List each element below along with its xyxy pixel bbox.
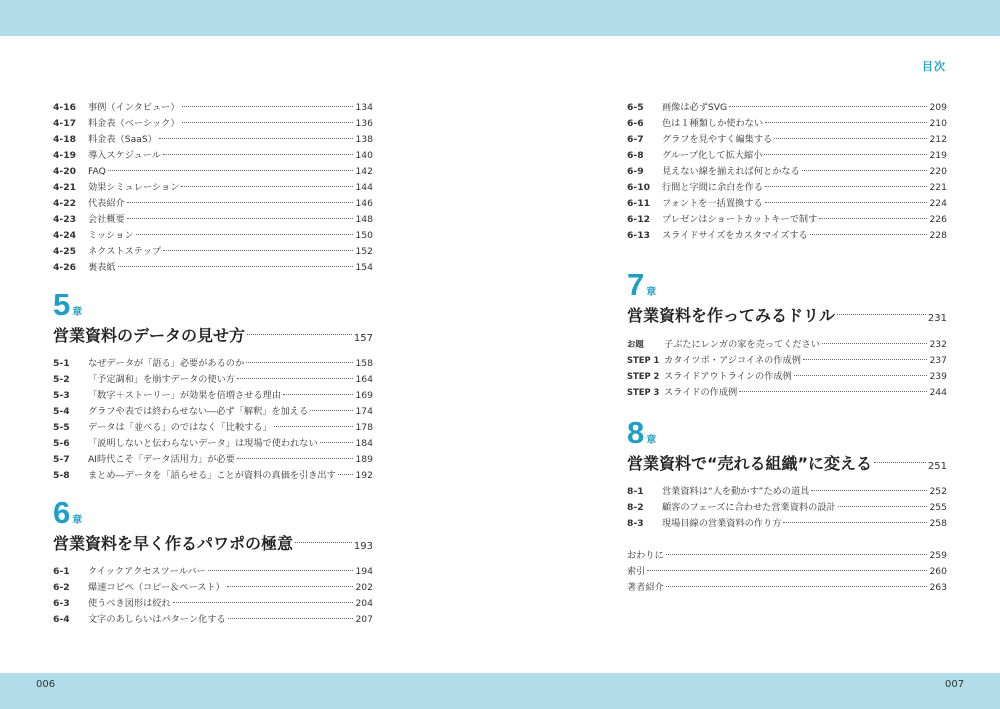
toc-entry[interactable] bbox=[53, 132, 373, 148]
entry-number: 6-5 bbox=[627, 102, 644, 113]
chapter-title: 営業資料のデータの見せ方 bbox=[53, 326, 246, 345]
entry-page: 207 bbox=[355, 614, 373, 625]
toc-entry[interactable] bbox=[53, 612, 373, 628]
chapter-number-value: 6 bbox=[53, 495, 71, 530]
toc-entry[interactable] bbox=[627, 548, 947, 564]
entry-title: 料金表（SaaS） bbox=[88, 134, 157, 145]
entry-page: 202 bbox=[355, 582, 373, 593]
chapter-suffix: 章 bbox=[72, 307, 83, 318]
entry-page: 255 bbox=[929, 502, 947, 513]
chapter-number bbox=[627, 266, 947, 302]
chapter-page: 231 bbox=[927, 313, 947, 324]
entry-page: 252 bbox=[929, 486, 947, 497]
entry-number: 5-3 bbox=[53, 390, 70, 401]
entry-number: 8-1 bbox=[627, 486, 644, 497]
toc-entry[interactable] bbox=[53, 148, 373, 164]
leader-dots bbox=[295, 542, 352, 543]
entry-number: 4-26 bbox=[53, 262, 76, 273]
toc-entry[interactable] bbox=[627, 384, 947, 400]
toc-entry[interactable] bbox=[53, 468, 373, 484]
leader-dots bbox=[811, 490, 927, 491]
right-column bbox=[627, 100, 947, 596]
toc-entry[interactable] bbox=[53, 196, 373, 212]
leader-dots bbox=[803, 359, 928, 360]
chapter-6 bbox=[53, 494, 373, 628]
entry-page: 138 bbox=[355, 134, 373, 145]
entry-title: ネクストステップ bbox=[88, 246, 162, 257]
leader-dots bbox=[774, 138, 927, 139]
leader-dots bbox=[163, 154, 354, 155]
entry-page: 237 bbox=[929, 355, 947, 366]
chapter-number bbox=[53, 286, 373, 322]
chapter-number-value: 8 bbox=[627, 415, 645, 450]
entry-title: スライドアウトラインの作成例 bbox=[664, 371, 792, 382]
leader-dots bbox=[338, 474, 354, 475]
page-number-left: 006 bbox=[36, 679, 56, 690]
entry-page: 169 bbox=[355, 390, 373, 401]
toc-entry[interactable] bbox=[53, 580, 373, 596]
entry-number: 4-17 bbox=[53, 118, 76, 129]
entry-number: 4-23 bbox=[53, 214, 76, 225]
entry-title: 画像は必ずSVG bbox=[662, 102, 728, 113]
leader-dots bbox=[729, 106, 927, 107]
leader-dots bbox=[127, 218, 354, 219]
leader-dots bbox=[320, 442, 354, 443]
entry-title: 導入スケジュール bbox=[88, 150, 161, 161]
leader-dots bbox=[246, 362, 353, 363]
leader-dots bbox=[237, 458, 354, 459]
entry-number: STEP 3 bbox=[627, 387, 660, 397]
entry-title: 「数字＋ストーリー」が効果を倍増させる理由 bbox=[88, 390, 281, 401]
entry-page: 212 bbox=[929, 134, 947, 145]
entry-title: グラフを見やすく編集する bbox=[662, 134, 773, 145]
entry-number: 6-12 bbox=[627, 214, 650, 225]
entry-title: ミッション bbox=[88, 230, 134, 241]
toc-entry[interactable] bbox=[53, 212, 373, 228]
entry-title: 文字のあしらいはパターン化する bbox=[88, 614, 226, 625]
entry-number: 5-6 bbox=[53, 438, 70, 449]
entry-title: データは「並べる」のではなく「比較する」 bbox=[88, 422, 272, 433]
left-column bbox=[53, 100, 373, 628]
entry-number: 5-1 bbox=[53, 358, 70, 369]
toc-entry[interactable] bbox=[53, 164, 373, 180]
entry-page: 244 bbox=[929, 387, 947, 398]
toc-entry[interactable] bbox=[53, 228, 373, 244]
toc-entry[interactable] bbox=[53, 388, 373, 404]
chapter-title-row[interactable] bbox=[53, 322, 373, 350]
toc-entry[interactable] bbox=[627, 148, 947, 164]
toc-entry[interactable] bbox=[53, 564, 373, 580]
entry-title: 代表紹介 bbox=[88, 198, 125, 209]
toc-entry[interactable] bbox=[627, 368, 947, 384]
entry-page: 142 bbox=[355, 166, 373, 177]
entry-number: 6-11 bbox=[627, 198, 650, 209]
entry-number: STEP 1 bbox=[627, 355, 660, 365]
entry-page: 210 bbox=[929, 118, 947, 129]
entry-title: カタイツボ・アジコイネの作成例 bbox=[664, 355, 801, 366]
entry-page: 192 bbox=[355, 470, 373, 481]
entry-title: 見えない線を揃えれば何とかなる bbox=[662, 166, 800, 177]
entry-title: 「説明しないと伝わらないデータ」は現場で使われない bbox=[88, 438, 318, 449]
toc-backmatter bbox=[627, 548, 947, 596]
toc-list-6 bbox=[53, 564, 373, 628]
toc-list-4 bbox=[53, 100, 373, 276]
toc-list-7 bbox=[627, 336, 947, 400]
leader-dots bbox=[794, 375, 928, 376]
leader-dots bbox=[666, 586, 928, 587]
entry-page: 221 bbox=[929, 182, 947, 193]
toc-entry[interactable] bbox=[627, 196, 947, 212]
chapter-suffix: 章 bbox=[646, 287, 657, 298]
leader-dots bbox=[208, 570, 354, 571]
leader-dots bbox=[837, 314, 926, 315]
toc-entry[interactable] bbox=[53, 596, 373, 612]
entry-number: STEP 2 bbox=[627, 371, 660, 381]
toc-entry[interactable] bbox=[627, 100, 947, 116]
leader-dots bbox=[182, 122, 354, 123]
leader-dots bbox=[274, 426, 354, 427]
toc-entry[interactable] bbox=[627, 500, 947, 516]
entry-title: 索引 bbox=[627, 566, 646, 577]
entry-number: 8-2 bbox=[627, 502, 644, 513]
leader-dots bbox=[159, 138, 354, 139]
leader-dots bbox=[838, 506, 928, 507]
entry-title: 顧客のフェーズに合わせた営業資料の設計 bbox=[662, 502, 836, 513]
entry-page: 152 bbox=[355, 246, 373, 257]
chapter-number bbox=[53, 494, 373, 530]
entry-title: なぜデータが「語る」必要があるのか bbox=[88, 358, 245, 369]
toc-entry[interactable] bbox=[53, 420, 373, 436]
entry-page: 194 bbox=[355, 566, 373, 577]
entry-number: 6-7 bbox=[627, 134, 644, 145]
toc-entry[interactable] bbox=[53, 260, 373, 276]
leader-dots bbox=[181, 186, 353, 187]
chapter-suffix: 章 bbox=[646, 435, 657, 446]
top-band bbox=[0, 0, 1000, 36]
leader-dots bbox=[163, 250, 353, 251]
toc-entry[interactable] bbox=[627, 180, 947, 196]
entry-page: 220 bbox=[929, 166, 947, 177]
entry-number: 5-8 bbox=[53, 470, 70, 481]
leader-dots bbox=[136, 234, 354, 235]
running-title: 目次 bbox=[922, 60, 946, 73]
leader-dots bbox=[227, 586, 354, 587]
chapter-page: 193 bbox=[353, 541, 373, 552]
toc-entry[interactable] bbox=[53, 244, 373, 260]
entry-title: 効果シミュレーション bbox=[88, 182, 180, 193]
toc-entry[interactable] bbox=[53, 116, 373, 132]
entry-title: プレゼンはショートカットキーで制す bbox=[662, 214, 818, 225]
entry-page: 134 bbox=[355, 102, 373, 113]
toc-entry[interactable] bbox=[53, 100, 373, 116]
toc-entry[interactable] bbox=[53, 404, 373, 420]
toc-list-8 bbox=[627, 484, 947, 532]
entry-number: 6-8 bbox=[627, 150, 644, 161]
leader-dots bbox=[118, 266, 354, 267]
entry-page: 146 bbox=[355, 198, 373, 209]
entry-title: 現場目線の営業資料の作り方 bbox=[662, 518, 782, 529]
entry-title: 「予定調和」を崩すデータの使い方 bbox=[88, 374, 235, 385]
entry-number: 6-3 bbox=[53, 598, 70, 609]
toc-entry[interactable] bbox=[627, 132, 947, 148]
toc-entry[interactable] bbox=[627, 484, 947, 500]
leader-dots bbox=[237, 378, 353, 379]
leader-dots bbox=[173, 602, 354, 603]
entry-title: 行間と字間に余白を作る bbox=[662, 182, 764, 193]
chapter-number-value: 7 bbox=[627, 267, 645, 302]
entry-number: 5-7 bbox=[53, 454, 70, 465]
toc-entry[interactable] bbox=[627, 516, 947, 532]
leader-dots bbox=[783, 522, 927, 523]
chapter-title: 営業資料を作ってみるドリル bbox=[627, 306, 836, 325]
entry-title: 営業資料は“人を動かす”ための道具 bbox=[662, 486, 810, 497]
entry-page: 260 bbox=[929, 566, 947, 577]
entry-number: 5-5 bbox=[53, 422, 70, 433]
leader-dots bbox=[228, 618, 354, 619]
entry-page: 239 bbox=[929, 371, 947, 382]
leader-dots bbox=[182, 106, 354, 107]
entry-page: 140 bbox=[355, 150, 373, 161]
leader-dots bbox=[247, 334, 352, 335]
entry-number: 6-1 bbox=[53, 566, 70, 577]
entry-number: 6-9 bbox=[627, 166, 644, 177]
entry-page: 164 bbox=[355, 374, 373, 385]
entry-page: 144 bbox=[355, 182, 373, 193]
entry-page: 174 bbox=[355, 406, 373, 417]
chapter-title-row[interactable] bbox=[627, 302, 947, 330]
toc-entry[interactable] bbox=[627, 116, 947, 132]
entry-number: 6-10 bbox=[627, 182, 650, 193]
chapter-number bbox=[627, 414, 947, 450]
entry-number: 5-4 bbox=[53, 406, 70, 417]
toc-entry[interactable] bbox=[627, 212, 947, 228]
chapter-page: 251 bbox=[927, 461, 947, 472]
entry-number: 4-24 bbox=[53, 230, 76, 241]
chapter-title-row[interactable] bbox=[627, 450, 947, 478]
entry-page: 209 bbox=[929, 102, 947, 113]
leader-dots bbox=[108, 170, 354, 171]
toc-entry[interactable] bbox=[53, 356, 373, 372]
leader-dots bbox=[874, 462, 926, 463]
entry-title: AI時代こそ「データ活用力」が必要 bbox=[88, 454, 235, 465]
entry-page: 258 bbox=[929, 518, 947, 529]
chapter-5 bbox=[53, 286, 373, 484]
entry-number: 4-20 bbox=[53, 166, 76, 177]
entry-number: 6-2 bbox=[53, 582, 70, 593]
entry-page: 158 bbox=[355, 358, 373, 369]
entry-page: 150 bbox=[355, 230, 373, 241]
entry-title: スライドの作成例 bbox=[664, 387, 738, 398]
entry-title: フォントを一括置換する bbox=[662, 198, 763, 209]
entry-number: 4-21 bbox=[53, 182, 76, 193]
toc-entry[interactable] bbox=[53, 436, 373, 452]
entry-number: 6-4 bbox=[53, 614, 70, 625]
toc-entry[interactable] bbox=[53, 452, 373, 468]
entry-title: グラフや表では終わらせない―必ず「解釈」を加える bbox=[88, 406, 309, 417]
entry-title: スライドサイズをカスタマイズする bbox=[662, 230, 808, 241]
entry-number: 4-19 bbox=[53, 150, 76, 161]
toc-list-5 bbox=[53, 356, 373, 484]
toc-entry[interactable] bbox=[627, 580, 947, 596]
entry-page: 224 bbox=[929, 198, 947, 209]
entry-page: 263 bbox=[929, 582, 947, 593]
entry-title: おわりに bbox=[627, 550, 664, 561]
leader-dots bbox=[739, 391, 927, 392]
entry-title: 事例（インタビュー） bbox=[88, 102, 180, 113]
entry-number: 5-2 bbox=[53, 374, 70, 385]
leader-dots bbox=[283, 394, 354, 395]
entry-number: 6-6 bbox=[627, 118, 644, 129]
chapter-title-row[interactable] bbox=[53, 530, 373, 558]
toc-entry[interactable] bbox=[627, 564, 947, 580]
leader-dots bbox=[810, 234, 928, 235]
bottom-band bbox=[0, 673, 1000, 709]
entry-page: 184 bbox=[355, 438, 373, 449]
entry-number: 6-13 bbox=[627, 230, 650, 241]
page-number-right: 007 bbox=[945, 679, 965, 690]
entry-page: 189 bbox=[355, 454, 373, 465]
entry-title: クイックアクセスツールバー bbox=[88, 566, 206, 577]
chapter-number-value: 5 bbox=[53, 287, 71, 322]
entry-number: 4-25 bbox=[53, 246, 76, 257]
leader-dots bbox=[647, 570, 927, 571]
entry-page: 178 bbox=[355, 422, 373, 433]
leader-dots bbox=[802, 170, 928, 171]
entry-number: お題 bbox=[627, 339, 644, 349]
chapter-title: 営業資料を早く作るパワポの極意 bbox=[53, 534, 294, 553]
leader-dots bbox=[765, 202, 928, 203]
entry-title: 爆速コピペ（コピー＆ペースト） bbox=[88, 582, 225, 593]
entry-title: グループ化して拡大縮小 bbox=[662, 150, 763, 161]
toc-entry[interactable] bbox=[627, 352, 947, 368]
toc-entry[interactable] bbox=[53, 180, 373, 196]
leader-dots bbox=[310, 410, 353, 411]
chapter-8 bbox=[627, 414, 947, 532]
entry-title: 会社概要 bbox=[88, 214, 125, 225]
toc-entry[interactable] bbox=[627, 164, 947, 180]
leader-dots bbox=[765, 122, 927, 123]
leader-dots bbox=[765, 186, 927, 187]
entry-number: 4-22 bbox=[53, 198, 76, 209]
leader-dots bbox=[764, 154, 927, 155]
entry-page: 228 bbox=[929, 230, 947, 241]
entry-title: 子ぶたにレンガの家を売ってください bbox=[664, 339, 820, 350]
entry-title: 裏表紙 bbox=[88, 262, 116, 273]
toc-list-6-cont bbox=[627, 100, 947, 244]
entry-number: 8-3 bbox=[627, 518, 644, 529]
chapter-page: 157 bbox=[353, 333, 373, 344]
entry-title: FAQ bbox=[88, 166, 106, 177]
leader-dots bbox=[666, 554, 928, 555]
entry-page: 226 bbox=[929, 214, 947, 225]
entry-title: 料金表（ベーシック） bbox=[88, 118, 180, 129]
leader-dots bbox=[819, 218, 927, 219]
entry-page: 148 bbox=[355, 214, 373, 225]
leader-dots bbox=[822, 343, 927, 344]
entry-page: 259 bbox=[929, 550, 947, 561]
leader-dots bbox=[127, 202, 354, 203]
entry-page: 204 bbox=[355, 598, 373, 609]
entry-page: 136 bbox=[355, 118, 373, 129]
entry-title: まとめ―データを「語らせる」ことが資料の真価を引き出す bbox=[88, 470, 336, 481]
toc-entry[interactable] bbox=[627, 228, 947, 244]
entry-title: 色は１種類しか使わない bbox=[662, 118, 764, 129]
entry-number: 4-18 bbox=[53, 134, 76, 145]
entry-title: 著者紹介 bbox=[627, 582, 664, 593]
entry-page: 232 bbox=[929, 339, 947, 350]
chapter-7 bbox=[627, 266, 947, 400]
entry-title: 使うべき図形は絞れ bbox=[88, 598, 171, 609]
entry-page: 154 bbox=[355, 262, 373, 273]
chapter-title: 営業資料で“売れる組織”に変える bbox=[627, 454, 873, 473]
toc-entry[interactable] bbox=[53, 372, 373, 388]
entry-number: 4-16 bbox=[53, 102, 76, 113]
chapter-suffix: 章 bbox=[72, 515, 83, 526]
entry-page: 219 bbox=[929, 150, 947, 161]
toc-entry[interactable] bbox=[627, 336, 947, 352]
